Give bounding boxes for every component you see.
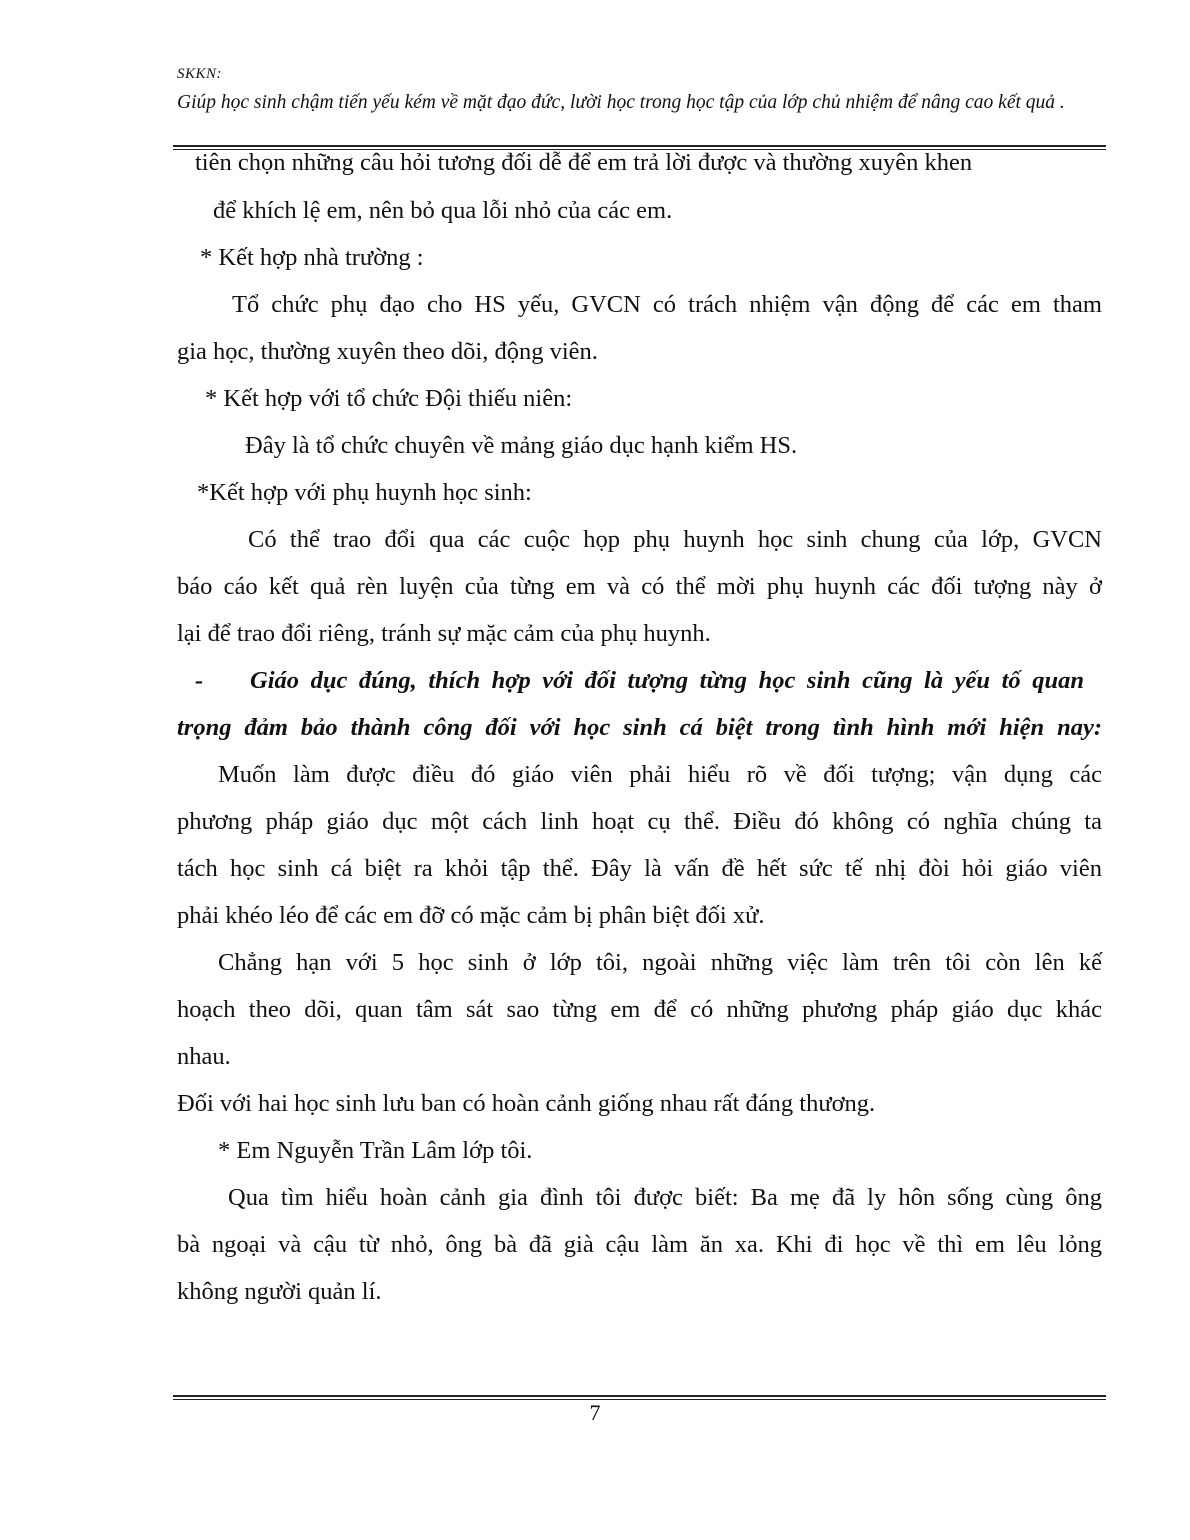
body-line: tiên chọn những câu hỏi tương đối dễ để em trả lời được và thường xuyên khen (195, 149, 973, 176)
body-line: Qua tìm hiểu hoàn cảnh gia đình tôi được biết: Ba mẹ đã ly hôn sống cùng ông (228, 1184, 1102, 1211)
bold-italic-heading: trọng đảm bảo thành công đối với học sinh cá biệt trong tình hình mới hiện nay: (177, 714, 1102, 741)
bold-italic-heading: Giáo dục đúng, thích hợp với đối tượng từng học sinh cũng là yếu tố quan (250, 667, 1084, 694)
body-line: không người quản lí. (177, 1278, 382, 1305)
body-line: Đây là tổ chức chuyên về mảng giáo dục hạnh kiểm HS. (245, 432, 798, 459)
body-line: hoạch theo dõi, quan tâm sát sao từng em để có những phương pháp giáo dục khác (177, 996, 1102, 1023)
body-line: Đối với hai học sinh lưu ban có hoàn cảnh giống nhau rất đáng thương. (177, 1090, 876, 1117)
body-line: phải khéo léo để các em đỡ có mặc cảm bị phân biệt đối xử. (177, 902, 765, 929)
body-line: Muốn làm được điều đó giáo viên phải hiểu rõ về đối tượng; vận dụng các (218, 761, 1102, 788)
body-line: * Kết hợp với tổ chức Đội thiếu niên: (205, 385, 573, 412)
body-line: * Kết hợp nhà trường : (200, 244, 424, 271)
body-line: để khích lệ em, nên bỏ qua lỗi nhỏ của các em. (213, 197, 673, 224)
body-line: Tổ chức phụ đạo cho HS yếu, GVCN có trách nhiệm vận động để các em tham (232, 291, 1102, 318)
body-line: *Kết hợp với phụ huynh học sinh: (197, 479, 532, 506)
body-line: nhau. (177, 1043, 231, 1070)
body-line: lại để trao đổi riêng, tránh sự mặc cảm của phụ huynh. (177, 620, 711, 647)
list-dash: - (195, 667, 204, 694)
body-line: phương pháp giáo dục một cách linh hoạt cụ thể. Điều đó không có nghĩa chúng ta (177, 808, 1102, 835)
body-line: Chẳng hạn với 5 học sinh ở lớp tôi, ngoài những việc làm trên tôi còn lên kế (218, 949, 1102, 976)
body-line: bà ngoại và cậu từ nhỏ, ông bà đã già cậu làm ăn xa. Khi đi học về thì em lêu lỏng (177, 1231, 1102, 1258)
body-line: gia học, thường xuyên theo dõi, động viên. (177, 338, 598, 365)
page-number: 7 (589, 1400, 601, 1425)
body-line: tách học sinh cá biệt ra khỏi tập thể. Đây là vấn đề hết sức tế nhị đòi hỏi giáo viên (177, 855, 1102, 882)
header-title: Giúp học sinh chậm tiến yếu kém về mặt đạo đức, lười học trong học tập của lớp chủ nhiệm để nâng cao kết quả . (177, 92, 1065, 113)
header-abbreviation: SKKN: (177, 66, 223, 82)
body-line: * Em Nguyễn Trần Lâm lớp tôi. (218, 1137, 533, 1164)
body-line: Có thể trao đổi qua các cuộc họp phụ huynh học sinh chung của lớp, GVCN (248, 526, 1102, 553)
body-line: báo cáo kết quả rèn luyện của từng em và có thể mời phụ huynh các đối tượng này ở (177, 573, 1102, 600)
